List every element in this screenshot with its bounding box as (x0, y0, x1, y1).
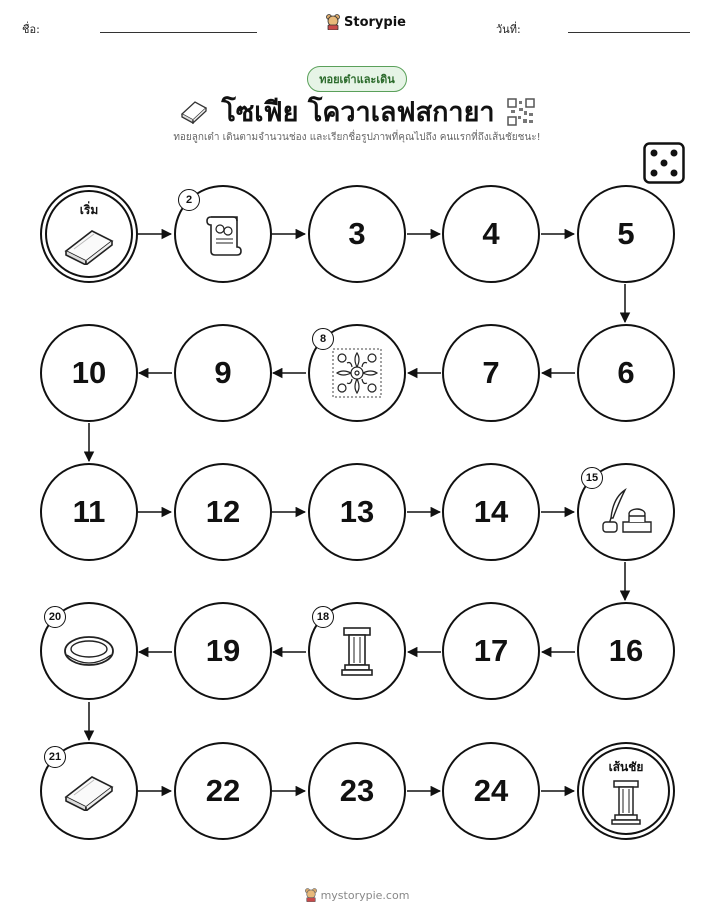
space-number-badge: 20 (44, 606, 66, 628)
board-space-22[interactable] (174, 742, 272, 840)
board-space-9[interactable] (174, 324, 272, 422)
board-space-13[interactable] (308, 463, 406, 561)
name-label: ชื่อ: (22, 23, 40, 36)
space-number: 23 (339, 773, 375, 808)
space-number: 24 (473, 773, 509, 808)
space-number: 19 (205, 633, 241, 668)
space-number-badge: 18 (312, 606, 334, 628)
board-space-6[interactable] (577, 324, 675, 422)
board-space-5[interactable] (577, 185, 675, 283)
footer (0, 888, 714, 902)
board-space-11[interactable] (40, 463, 138, 561)
instructions: ทอยลูกเต๋า เดินตามจำนวนช่อง และเรียกชื่อรูปภาพที่คุณไปถึง คนแรกที่ถึงเส้นชัยชนะ! (173, 132, 541, 143)
board-space-3[interactable] (308, 185, 406, 283)
space-number: 6 (617, 355, 635, 390)
board-space-4[interactable] (442, 185, 540, 283)
space-number: 22 (205, 773, 241, 808)
quill-inkwell-icon (599, 488, 653, 536)
space-number: 16 (608, 633, 644, 668)
space-number: 4 (482, 216, 500, 251)
board-space-17[interactable] (442, 602, 540, 700)
board-space-24[interactable] (442, 742, 540, 840)
ring-icon (61, 631, 117, 671)
space-number: 7 (482, 355, 500, 390)
brand-name: Storypie (344, 14, 406, 30)
board-space-12[interactable] (174, 463, 272, 561)
footer-url[interactable]: mystorypie.com (320, 888, 410, 902)
space-number: 10 (71, 355, 107, 390)
start-label: เริ่ม (79, 203, 99, 217)
finish-space[interactable] (577, 742, 675, 840)
board-space-7[interactable] (442, 324, 540, 422)
board-space-23[interactable] (308, 742, 406, 840)
space-number: 12 (205, 494, 241, 529)
book-icon (62, 771, 116, 811)
space-number-badge: 21 (44, 746, 66, 768)
start-space[interactable] (40, 185, 138, 283)
space-number: 3 (348, 216, 366, 251)
board-space-19[interactable] (174, 602, 272, 700)
space-number-badge: 2 (178, 189, 200, 211)
board-space-10[interactable] (40, 324, 138, 422)
space-number: 13 (339, 494, 375, 529)
pedestal-icon (341, 626, 373, 676)
date-label: วันที่: (496, 23, 521, 36)
space-number: 9 (214, 355, 232, 390)
space-number-badge: 8 (312, 328, 334, 350)
pedestal-icon (611, 779, 641, 825)
space-number: 17 (473, 633, 509, 668)
title-text: โซเฟีย โควาเลฟสกายา (221, 97, 495, 128)
finish-label: เส้นชัย (608, 760, 644, 774)
space-number-badge: 15 (581, 467, 603, 489)
scroll-icon (203, 211, 243, 257)
game-type-pill: ทอยเต๋าและเดิน (307, 66, 407, 92)
board-space-14[interactable] (442, 463, 540, 561)
space-number: 5 (617, 216, 635, 251)
book-icon (62, 225, 116, 265)
bear-mascot-icon (305, 888, 317, 902)
space-number: 14 (473, 494, 509, 529)
floral-pattern-icon (331, 347, 383, 399)
space-number: 11 (72, 494, 106, 529)
board-space-16[interactable] (577, 602, 675, 700)
